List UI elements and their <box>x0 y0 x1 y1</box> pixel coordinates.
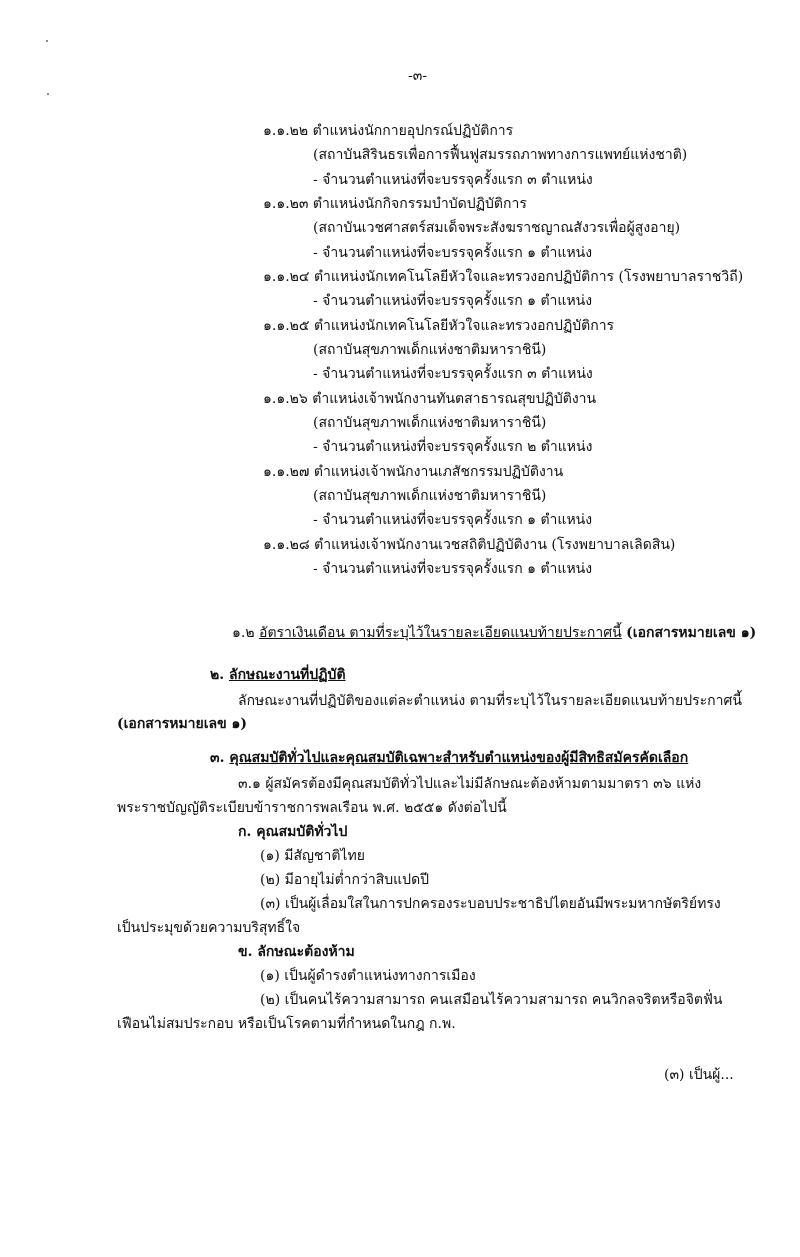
position-org: (สถาบันสุขภาพเด็กแห่งชาติมหาราชินี) <box>313 342 547 358</box>
section-2-number: ๒. <box>210 667 225 683</box>
position-count: - จำนวนตำแหน่งที่จะบรรจุครั้งแรก ๑ ตำแหน่ง <box>313 561 593 577</box>
position-title: ๑.๑.๒๔ ตำแหน่งนักเทคโนโลยีหัวใจและทรวงอกปฏิบัติการ (โรงพยาบาลราชวิถี) <box>263 269 744 285</box>
position-title: ๑.๑.๒๒ ตำแหน่งนักกายอุปกรณ์ปฏิบัติการ <box>263 123 514 139</box>
position-count: - จำนวนตำแหน่งที่จะบรรจุครั้งแรก ๒ ตำแหน่ง <box>313 439 593 455</box>
section-3-number: ๓. <box>210 750 225 766</box>
position-title: ๑.๑.๒๖ ตำแหน่งเจ้าพนักงานทันตสาธารณสุขปฏิบัติงาน <box>263 391 597 407</box>
position-title: ๑.๑.๒๓ ตำแหน่งนักกิจกรรมบำบัดปฏิบัติการ <box>263 196 527 212</box>
position-org: (สถาบันสิรินธรเพื่อการฟื้นฟูสมรรถภาพทางการแพทย์แห่งชาติ) <box>313 147 688 163</box>
position-count: - จำนวนตำแหน่งที่จะบรรจุครั้งแรก ๑ ตำแหน่ง <box>313 512 593 528</box>
prohibited-item-cont: เฟือนไม่สมประกอบ หรือเป็นโรคตามที่กำหนดในกฎ ก.พ. <box>117 1016 456 1032</box>
prohibited-item: (๑) เป็นผู้ดำรงตำแหน่งทางการเมือง <box>260 968 476 984</box>
section-2-heading <box>210 665 346 685</box>
salary-line <box>232 623 756 643</box>
general-item-cont: เป็นประมุขด้วยความบริสุทธิ์ใจ <box>117 920 301 936</box>
general-item: (๓) เป็นผู้เลื่อมใสในการปกครองระบอบประชาธิปไตยอันมีพระมหากษัตริย์ทรง <box>260 896 721 912</box>
salary-number: ๑.๒ <box>232 625 255 641</box>
page-number: -๓- <box>408 68 428 84</box>
general-qualifications-heading: ก. คุณสมบัติทั่วไป <box>238 824 348 840</box>
position-title: ๑.๑.๒๗ ตำแหน่งเจ้าพนักงานเภสัชกรรมปฏิบัติงาน <box>263 464 564 480</box>
general-item: (๒) มีอายุไม่ต่ำกว่าสิบแปดปี <box>260 872 430 888</box>
position-count: - จำนวนตำแหน่งที่จะบรรจุครั้งแรก ๓ ตำแหน่ง <box>313 172 593 188</box>
position-org: (สถาบันเวชศาสตร์สมเด็จพระสังฆราชญาณสังวรเพื่อผู้สูงอายุ) <box>313 220 681 236</box>
section-2-body: ลักษณะงานที่ปฏิบัติของแต่ละตำแหน่ง ตามที่ระบุไว้ในรายละเอียดแนบท้ายประกาศนี้ <box>238 693 742 709</box>
prohibited-heading: ข. ลักษณะต้องห้าม <box>238 944 355 960</box>
position-org: (สถาบันสุขภาพเด็กแห่งชาติมหาราชินี) <box>313 415 547 431</box>
salary-ref: (เอกสารหมายเลข ๑) <box>626 625 757 641</box>
scan-speck <box>47 93 49 95</box>
salary-text: อัตราเงินเดือน ตามที่ระบุไว้ในรายละเอียดแนบท้ายประกาศนี้ <box>259 625 622 641</box>
continuation-marker: (๓) เป็นผู้... <box>664 1067 734 1083</box>
position-count: - จำนวนตำแหน่งที่จะบรรจุครั้งแรก ๑ ตำแหน่ง <box>313 245 593 261</box>
position-count: - จำนวนตำแหน่งที่จะบรรจุครั้งแรก ๑ ตำแหน่ง <box>313 293 593 309</box>
section-3-title: คุณสมบัติทั่วไปและคุณสมบัติเฉพาะสำหรับตำแหน่งของผู้มีสิทธิสมัครคัดเลือก <box>229 750 689 766</box>
section-2-title: ลักษณะงานที่ปฏิบัติ <box>228 667 346 683</box>
general-item: (๑) มีสัญชาติไทย <box>260 848 365 864</box>
position-title: ๑.๑.๒๘ ตำแหน่งเจ้าพนักงานเวชสถิติปฏิบัติงาน (โรงพยาบาลเลิดสิน) <box>263 537 676 553</box>
scan-speck <box>46 40 48 42</box>
position-title: ๑.๑.๒๕ ตำแหน่งนักเทคโนโลยีหัวใจและทรวงอกปฏิบัติการ <box>263 318 615 334</box>
clause-3-1: ๓.๑ ผู้สมัครต้องมีคุณสมบัติทั่วไปและไม่มีลักษณะต้องห้ามตามมาตรา ๓๖ แห่ง <box>238 776 702 792</box>
section-2-ref: (เอกสารหมายเลข ๑) <box>117 716 248 732</box>
section-3-heading <box>210 748 688 768</box>
clause-3-1-cont: พระราชบัญญัติระเบียบข้าราชการพลเรือน พ.ศ. ๒๕๕๑ ดังต่อไปนี้ <box>117 800 507 816</box>
prohibited-item: (๒) เป็นคนไร้ความสามารถ คนเสมือนไร้ความสามารถ คนวิกลจริตหรือจิตฟั่น <box>260 992 723 1008</box>
position-count: - จำนวนตำแหน่งที่จะบรรจุครั้งแรก ๓ ตำแหน่ง <box>313 366 593 382</box>
position-org: (สถาบันสุขภาพเด็กแห่งชาติมหาราชินี) <box>313 488 547 504</box>
